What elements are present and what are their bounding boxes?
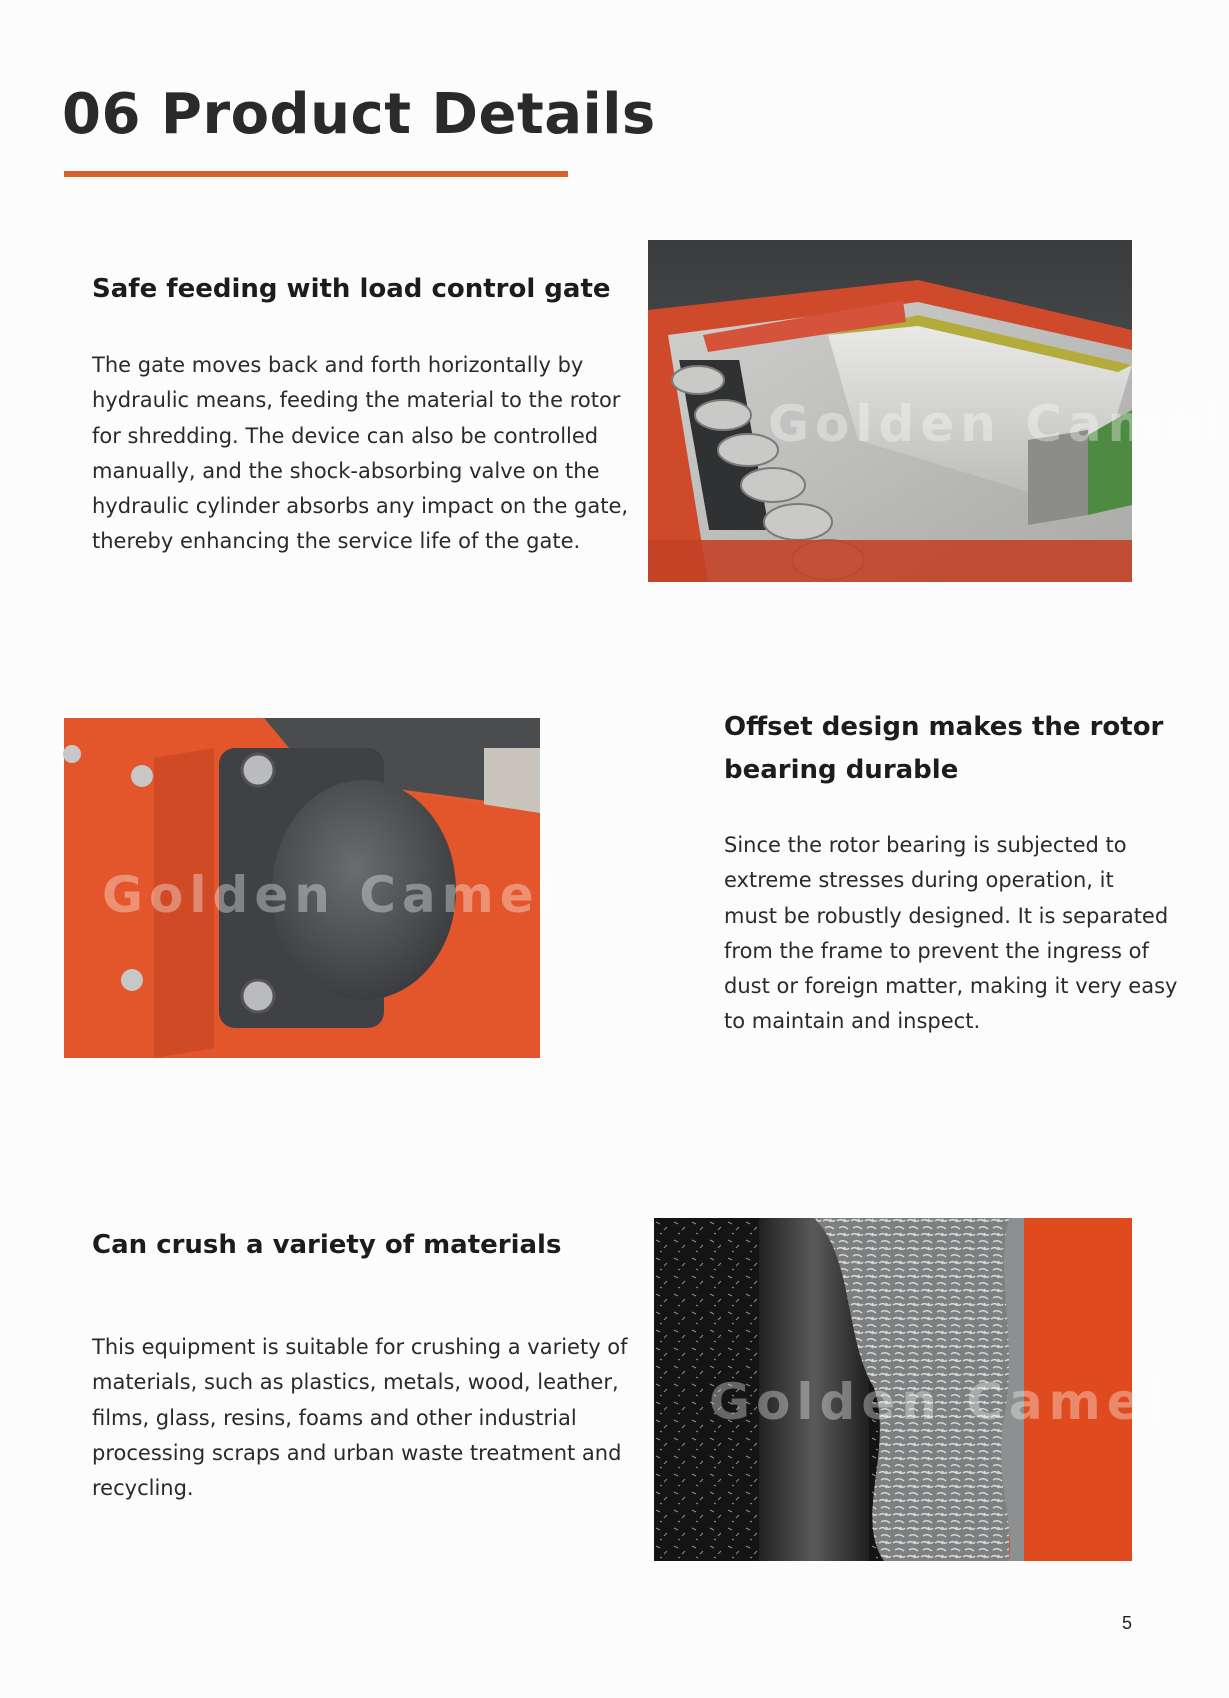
text-line: from the frame to prevent the ingress of (724, 938, 1149, 963)
text-line: for shredding. The device can also be controlled (92, 423, 599, 448)
text-line: hydraulic cylinder absorbs any impact on the gate, (92, 494, 629, 519)
text-line: materials, such as plastics, metals, wood, leather, (92, 1370, 619, 1395)
feeding-gate-photo (648, 240, 1229, 582)
text-line: This equipment is suitable for crushing a variety of (92, 1335, 628, 1359)
shredded-material-photo (654, 1218, 1170, 1561)
watermark: Golden Camel (709, 1373, 1170, 1431)
text-line: The gate moves back and forth horizontally by (92, 353, 584, 377)
text-line: thereby enhancing the service life of the gate. (92, 529, 581, 554)
text-line: dust or foreign matter, making it very easy (724, 974, 1178, 999)
text-line: hydraulic means, feeding the material to the rotor (92, 388, 621, 413)
rotor-bearing-photo (64, 718, 563, 1058)
page-title: 06 Product Details (62, 82, 656, 147)
text-line: to maintain and inspect. (724, 1009, 981, 1034)
title-underline (64, 171, 568, 177)
text-line: Since the rotor bearing is subjected to (724, 833, 1127, 857)
section-heading (724, 706, 1163, 792)
page-number: 5 (1121, 1613, 1132, 1633)
text-line: must be robustly designed. It is separated (724, 903, 1169, 928)
section-heading: Safe feeding with load control gate (92, 274, 611, 304)
section-text (724, 828, 1177, 1040)
watermark: Golden Camel (768, 395, 1229, 453)
watermark: Golden Camel (102, 866, 563, 924)
section-text (92, 348, 628, 560)
text-line: manually, and the shock-absorbing valve on the (92, 458, 600, 483)
text-line: processing scraps and urban waste treatment and (92, 1440, 622, 1465)
heading-line: Offset design makes the rotor (724, 712, 1164, 742)
section-heading: Can crush a variety of materials (92, 1230, 562, 1260)
text-line: films, glass, resins, foams and other industrial (92, 1405, 577, 1430)
section-text (92, 1330, 628, 1506)
text-line: extreme stresses during operation, it (724, 868, 1114, 893)
heading-line: bearing durable (724, 755, 959, 785)
text-line: recycling. (92, 1476, 194, 1501)
